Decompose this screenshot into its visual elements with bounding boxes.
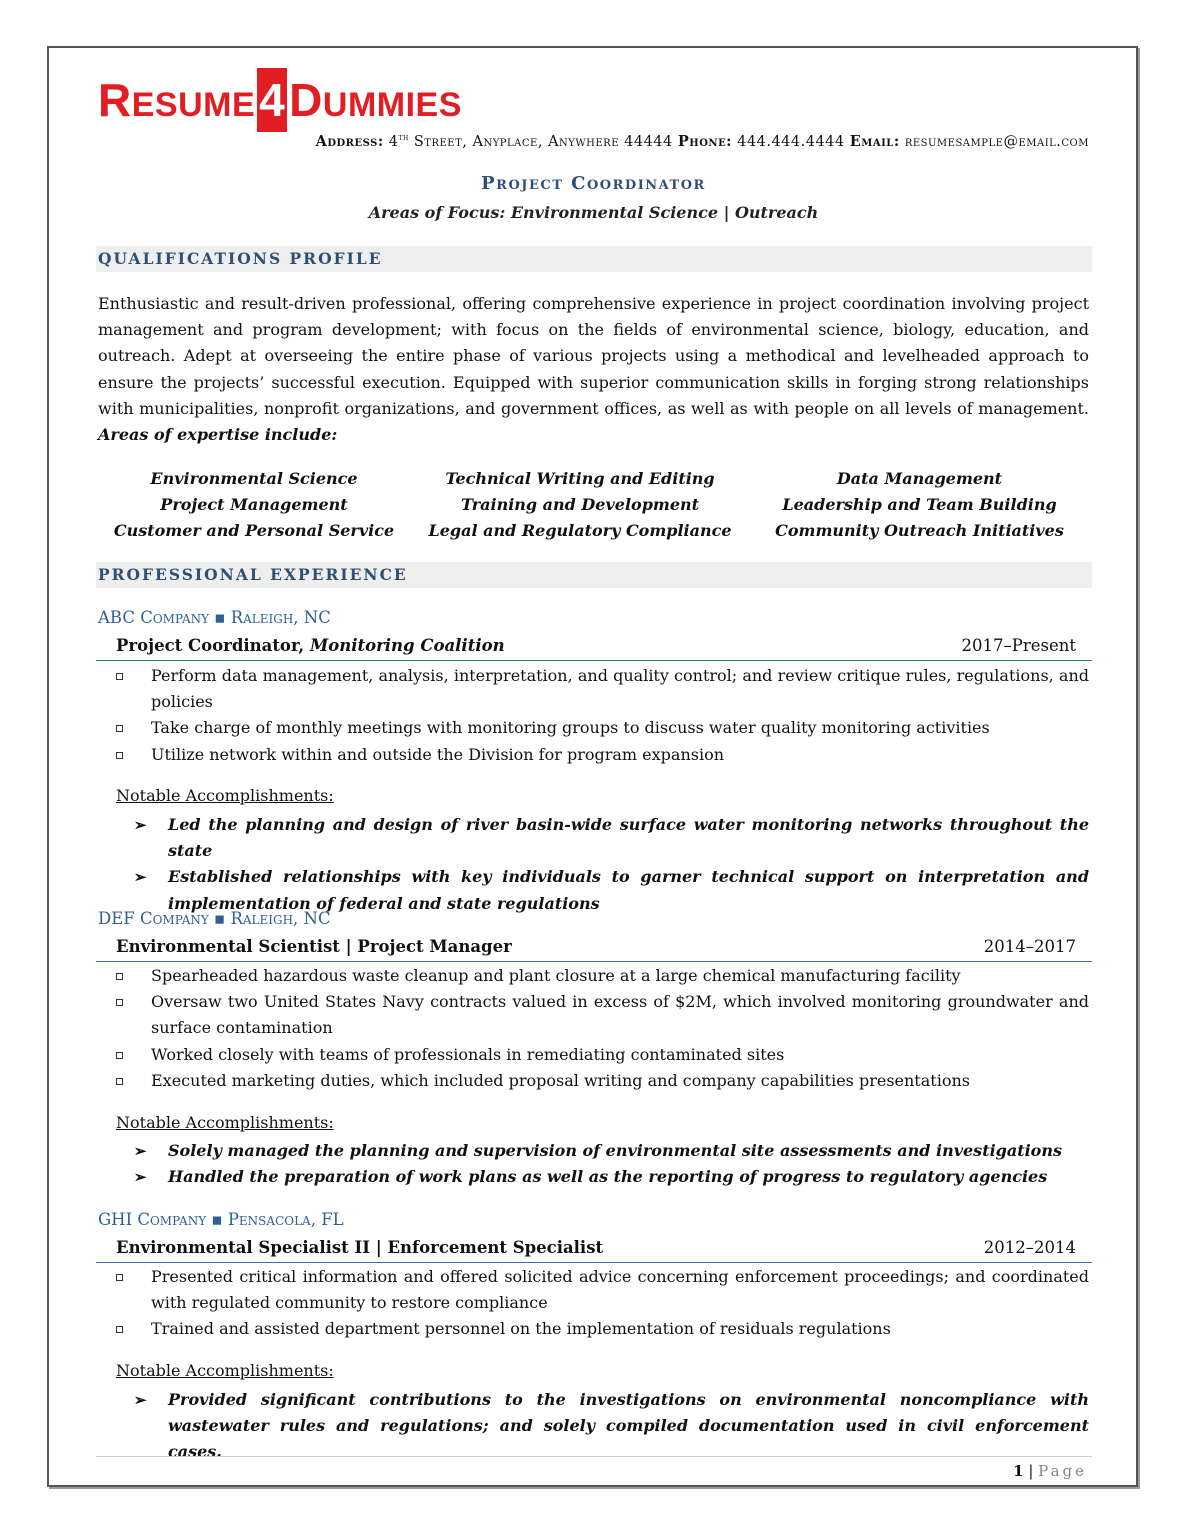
- address-value: Street, Anyplace, Anywhere 44444: [413, 134, 673, 150]
- logo-text: D: [289, 74, 323, 126]
- role-title: Environmental Scientist | Project Manager: [116, 937, 512, 956]
- notable-accomplishments-label: Notable Accomplishments:: [116, 1113, 334, 1132]
- profile-text: Enthusiastic and result-driven professional, offering comprehensive experience in project coordination involving project management and program development; with focus on the fields of environmental science, biology, education, and outreach. Adept at overseeing the entire phase of various projects using a methodical and levelheaded approach to ensure the projects’ successful execution. Equipped with superior communication skills in forging strong relationships with municipalities, nonprofit organizations, and government offices, as well as with people on all levels of management.: [98, 294, 1089, 418]
- duty-item: Utilize network within and outside the Division for program expansion: [98, 742, 1089, 768]
- company-name: ABC Company ▪ Raleigh, NC: [98, 608, 331, 627]
- resume-title: Project Coordinator: [481, 173, 706, 194]
- skill-item: Technical Writing and Editing: [445, 469, 715, 488]
- arrow-bullet-icon: ➢: [134, 1391, 147, 1409]
- address-suffix: th: [398, 133, 409, 144]
- phone-value: 444.444.4444: [737, 134, 845, 150]
- duty-item: Worked closely with teams of professionals in remediating contaminated sites: [98, 1042, 1089, 1068]
- duty-item: Take charge of monthly meetings with monitoring groups to discuss water quality monitoring activities: [98, 715, 1089, 741]
- role-line: [96, 1235, 1092, 1263]
- skill-item: Customer and Personal Service: [113, 521, 395, 540]
- accomplishments-list: [98, 812, 1089, 917]
- skill-item: Environmental Science: [150, 469, 358, 488]
- areas-of-focus: Areas of Focus: Environmental Science | Outreach: [368, 203, 819, 222]
- role-line: [96, 633, 1092, 661]
- notable-accomplishments-label: Notable Accomplishments:: [116, 1361, 334, 1380]
- role-line: [96, 934, 1092, 962]
- skill-item: Training and Development: [460, 495, 700, 514]
- notable-accomplishments-label: Notable Accomplishments:: [116, 786, 334, 805]
- accomplishment-item: [98, 1164, 1089, 1190]
- role-title-italic: Monitoring Coalition: [309, 636, 505, 655]
- accomplishment-item: [98, 812, 1089, 864]
- duty-item: Spearheaded hazardous waste cleanup and plant closure at a large chemical manufacturing facility: [98, 963, 1089, 989]
- duties-list: [98, 1264, 1089, 1343]
- address-label: Address:: [315, 133, 384, 150]
- email-value[interactable]: resumesample@email.com: [904, 134, 1089, 150]
- logo-text: ESUME: [131, 86, 256, 124]
- contact-line: [98, 133, 1089, 150]
- duty-item: Oversaw two United States Navy contracts valued in excess of $2M, which involved monitoring groundwater and surface contamination: [98, 989, 1089, 1041]
- skill-item: Project Management: [160, 495, 348, 514]
- email-label: Email:: [849, 133, 900, 150]
- role-title: [116, 633, 505, 659]
- page-footer: [1013, 1462, 1087, 1480]
- arrow-bullet-icon: ➢: [134, 1168, 147, 1187]
- role-dates: 2017–Present: [961, 636, 1076, 655]
- accomplishment-item: [98, 1138, 1089, 1164]
- experience-heading: PROFESSIONAL EXPERIENCE: [96, 562, 1092, 588]
- arrow-bullet-icon: ➢: [134, 816, 147, 834]
- duty-item: Presented critical information and offered solicited advice concerning enforcement proceedings; and coordinated with regulated community to restore compliance: [98, 1264, 1089, 1316]
- address-number: 4: [388, 134, 399, 150]
- duty-item: Executed marketing duties, which included proposal writing and company capabilities presentations: [98, 1068, 1089, 1094]
- arrow-bullet-icon: ➢: [134, 868, 147, 887]
- role-title: Environmental Specialist II | Enforcement Specialist: [116, 1238, 604, 1257]
- accomplishment-text: Provided significant contributions to the investigations on environmental noncompliance with wastewater rules and regulations; and solely compiled documentation used in civil enforcement cases.: [168, 1390, 1089, 1462]
- accomplishment-text: Solely managed the planning and supervision of environmental site assessments and investigations: [168, 1141, 1062, 1160]
- footer-separator: |: [1028, 1462, 1034, 1480]
- page-word: Page: [1038, 1462, 1087, 1480]
- company-name: DEF Company ▪ Raleigh, NC: [98, 909, 331, 928]
- skill-item: Leadership and Team Building: [782, 495, 1057, 514]
- skill-item: Community Outreach Initiatives: [775, 521, 1064, 540]
- accomplishment-text: Led the planning and design of river basin-wide surface water monitoring networks throughout the state: [168, 815, 1089, 861]
- company-name: GHI Company ▪ Pensacola, FL: [98, 1210, 344, 1229]
- accomplishment-item: [98, 1387, 1089, 1466]
- phone-label: Phone:: [677, 133, 733, 150]
- role-title-text: Project Coordinator,: [116, 636, 305, 655]
- accomplishment-text: Established relationships with key individuals to garner technical support on interpretation and implementation of federal and state regulations: [168, 867, 1089, 913]
- profile-summary: [98, 291, 1089, 448]
- role-dates: 2012–2014: [983, 1238, 1076, 1257]
- qualifications-heading: QUALIFICATIONS PROFILE: [96, 246, 1092, 272]
- logo-text: R: [98, 74, 132, 126]
- logo-four-block: 4: [257, 68, 287, 132]
- footer-divider: [96, 1456, 1092, 1457]
- skill-item: Legal and Regulatory Compliance: [428, 521, 732, 540]
- page-number: 1: [1013, 1462, 1024, 1480]
- accomplishments-list: [98, 1138, 1089, 1190]
- resume4dummies-logo: [98, 68, 462, 132]
- duties-list: [98, 963, 1089, 1094]
- duty-item: Perform data management, analysis, interpretation, and quality control; and review critique rules, regulations, and policies: [98, 663, 1089, 715]
- accomplishment-text: Handled the preparation of work plans as well as the reporting of progress to regulatory agencies: [168, 1167, 1048, 1187]
- duties-list: [98, 663, 1089, 768]
- duty-item: Trained and assisted department personnel on the implementation of residuals regulations: [98, 1316, 1089, 1342]
- logo-text: UMMIES: [322, 86, 462, 124]
- skill-item: Data Management: [836, 469, 1003, 488]
- role-dates: 2014–2017: [983, 937, 1076, 956]
- arrow-bullet-icon: ➢: [134, 1142, 147, 1160]
- skills-grid: [98, 466, 1089, 544]
- expertise-lead: Areas of expertise include:: [98, 425, 338, 445]
- accomplishments-list: [98, 1387, 1089, 1466]
